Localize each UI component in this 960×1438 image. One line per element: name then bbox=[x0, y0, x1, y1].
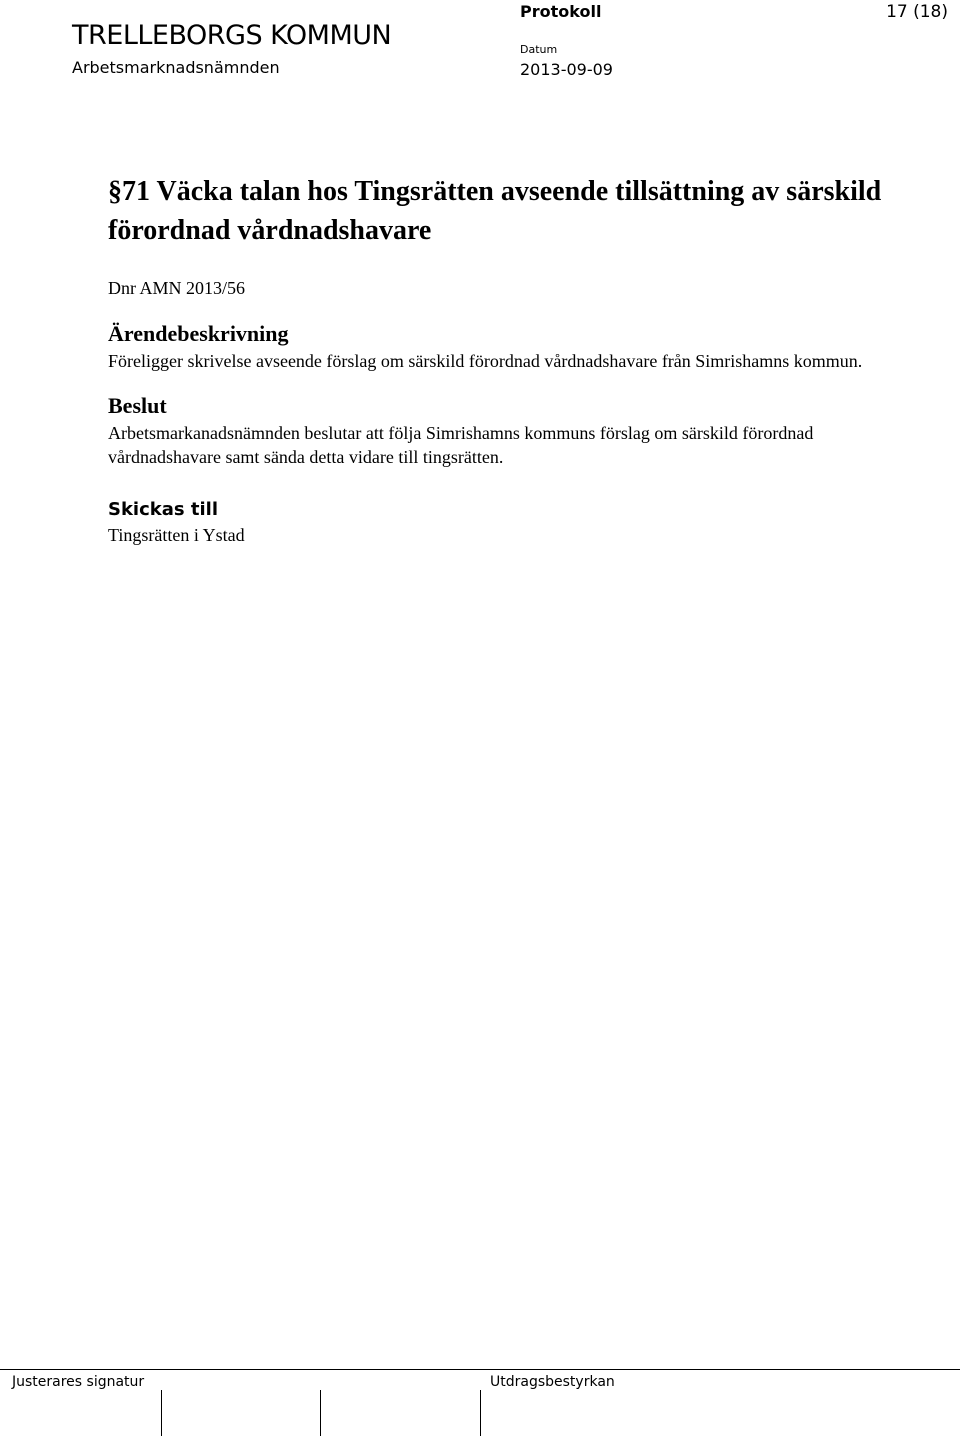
arende-heading: Ärendebeskrivning bbox=[108, 321, 289, 346]
skickas-heading: Skickas till bbox=[108, 499, 218, 520]
signature-label: Justerares signatur bbox=[12, 1374, 145, 1390]
date-label: Datum bbox=[520, 43, 558, 56]
signature-field-divider bbox=[320, 1390, 321, 1436]
page-number: 17 (18) bbox=[886, 2, 948, 22]
page-title: §71 Väcka talan hos Tingsrätten avseende tillsättning av särskild förordnad vårdnadshavare bbox=[108, 176, 882, 246]
case-number: Dnr AMN 2013/56 bbox=[108, 278, 246, 298]
signature-field-divider bbox=[480, 1390, 481, 1436]
skickas-text: Tingsrätten i Ystad bbox=[108, 525, 245, 545]
arende-text: Föreligger skrivelse avseende förslag om särskild förordnad vårdnadshavare från Simrishamns kommun. bbox=[108, 351, 863, 371]
document-type: Protokoll bbox=[520, 2, 602, 21]
department-name: Arbetsmarknadsnämnden bbox=[72, 58, 280, 77]
extract-label: Utdragsbestyrkan bbox=[490, 1374, 615, 1390]
beslut-heading: Beslut bbox=[108, 393, 167, 418]
organization-name: TRELLEBORGS KOMMUN bbox=[72, 20, 392, 51]
beslut-text: Arbetsmarkanadsnämnden beslutar att följa Simrishamns kommuns förslag om särskild förordnad vårdnadshavare samt sända detta vidare till tingsrätten. bbox=[108, 423, 814, 467]
footer-divider bbox=[0, 1369, 960, 1370]
document-body bbox=[108, 172, 908, 547]
date-value: 2013-09-09 bbox=[520, 60, 613, 79]
signature-field-divider bbox=[161, 1390, 162, 1436]
